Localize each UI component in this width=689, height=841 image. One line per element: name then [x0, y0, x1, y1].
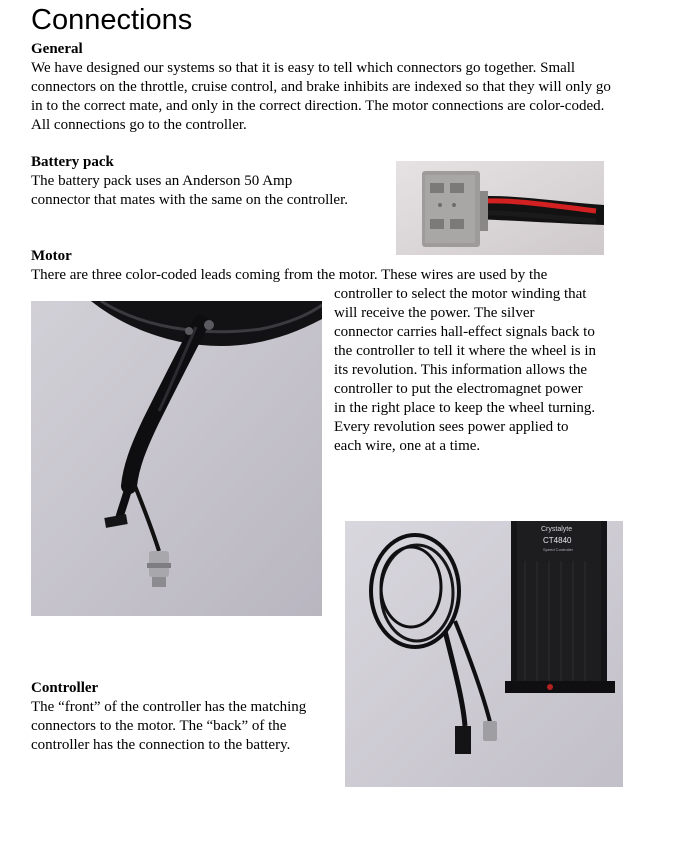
controller-subtitle-label: Speed Controller: [543, 547, 574, 552]
controller-photo: [345, 521, 623, 787]
motor-heading-block: [31, 247, 547, 285]
motor-leads-photo: [31, 301, 322, 616]
controller-line-3: controller has the connection to the battery.: [31, 737, 291, 753]
controller-brand-label: Crystalyte: [541, 526, 573, 533]
general-section: [31, 40, 611, 135]
controller-model-label: CT4840: [543, 536, 572, 545]
anderson-connector-image: [396, 161, 604, 255]
motor-text-column: [334, 285, 634, 456]
battery-heading: Battery pack: [31, 154, 114, 170]
battery-line-1: The battery pack uses an Anderson 50 Amp: [31, 173, 293, 189]
motor-line-5: the controller to tell it where the wheel is in: [334, 343, 597, 359]
battery-line-2: connector that mates with the same on the controller.: [31, 192, 348, 208]
motor-hub-image: [31, 301, 322, 616]
motor-line-1: There are three color-coded leads coming from the motor. These wires are used by the: [31, 267, 548, 283]
motor-line-9: Every revolution sees power applied to: [334, 419, 569, 435]
general-paragraph: We have designed our systems so that it is easy to tell which connectors go together. Small connectors on the throttle, cruise control, and brake inhibits are indexed so that they will only go in to the correct mate, and only in the correct direction. The motor connections are color-coded. All connections go to the controller.: [31, 60, 611, 133]
battery-connector-photo: [396, 161, 604, 255]
general-heading: General: [31, 41, 83, 57]
controller-line-2: connectors to the motor. The “back” of the: [31, 718, 287, 734]
battery-section: [31, 153, 396, 210]
motor-line-2: controller to select the motor winding that: [334, 286, 587, 302]
motor-heading: Motor: [31, 248, 72, 264]
motor-line-7: controller to put the electromagnet power: [334, 381, 583, 397]
motor-line-6: its revolution. This information allows the: [334, 362, 588, 378]
page-title: Connections: [31, 4, 193, 36]
motor-line-10: each wire, one at a time.: [334, 438, 481, 454]
controller-line-1: The “front” of the controller has the matching: [31, 699, 307, 715]
controller-heading: Controller: [31, 680, 99, 696]
controller-device-image: [345, 521, 623, 787]
motor-line-3: will receive the power. The silver: [334, 305, 535, 321]
controller-section: [31, 679, 341, 755]
motor-line-4: connector carries hall-effect signals back to: [334, 324, 595, 340]
motor-line-8: in the right place to keep the wheel turning.: [334, 400, 596, 416]
